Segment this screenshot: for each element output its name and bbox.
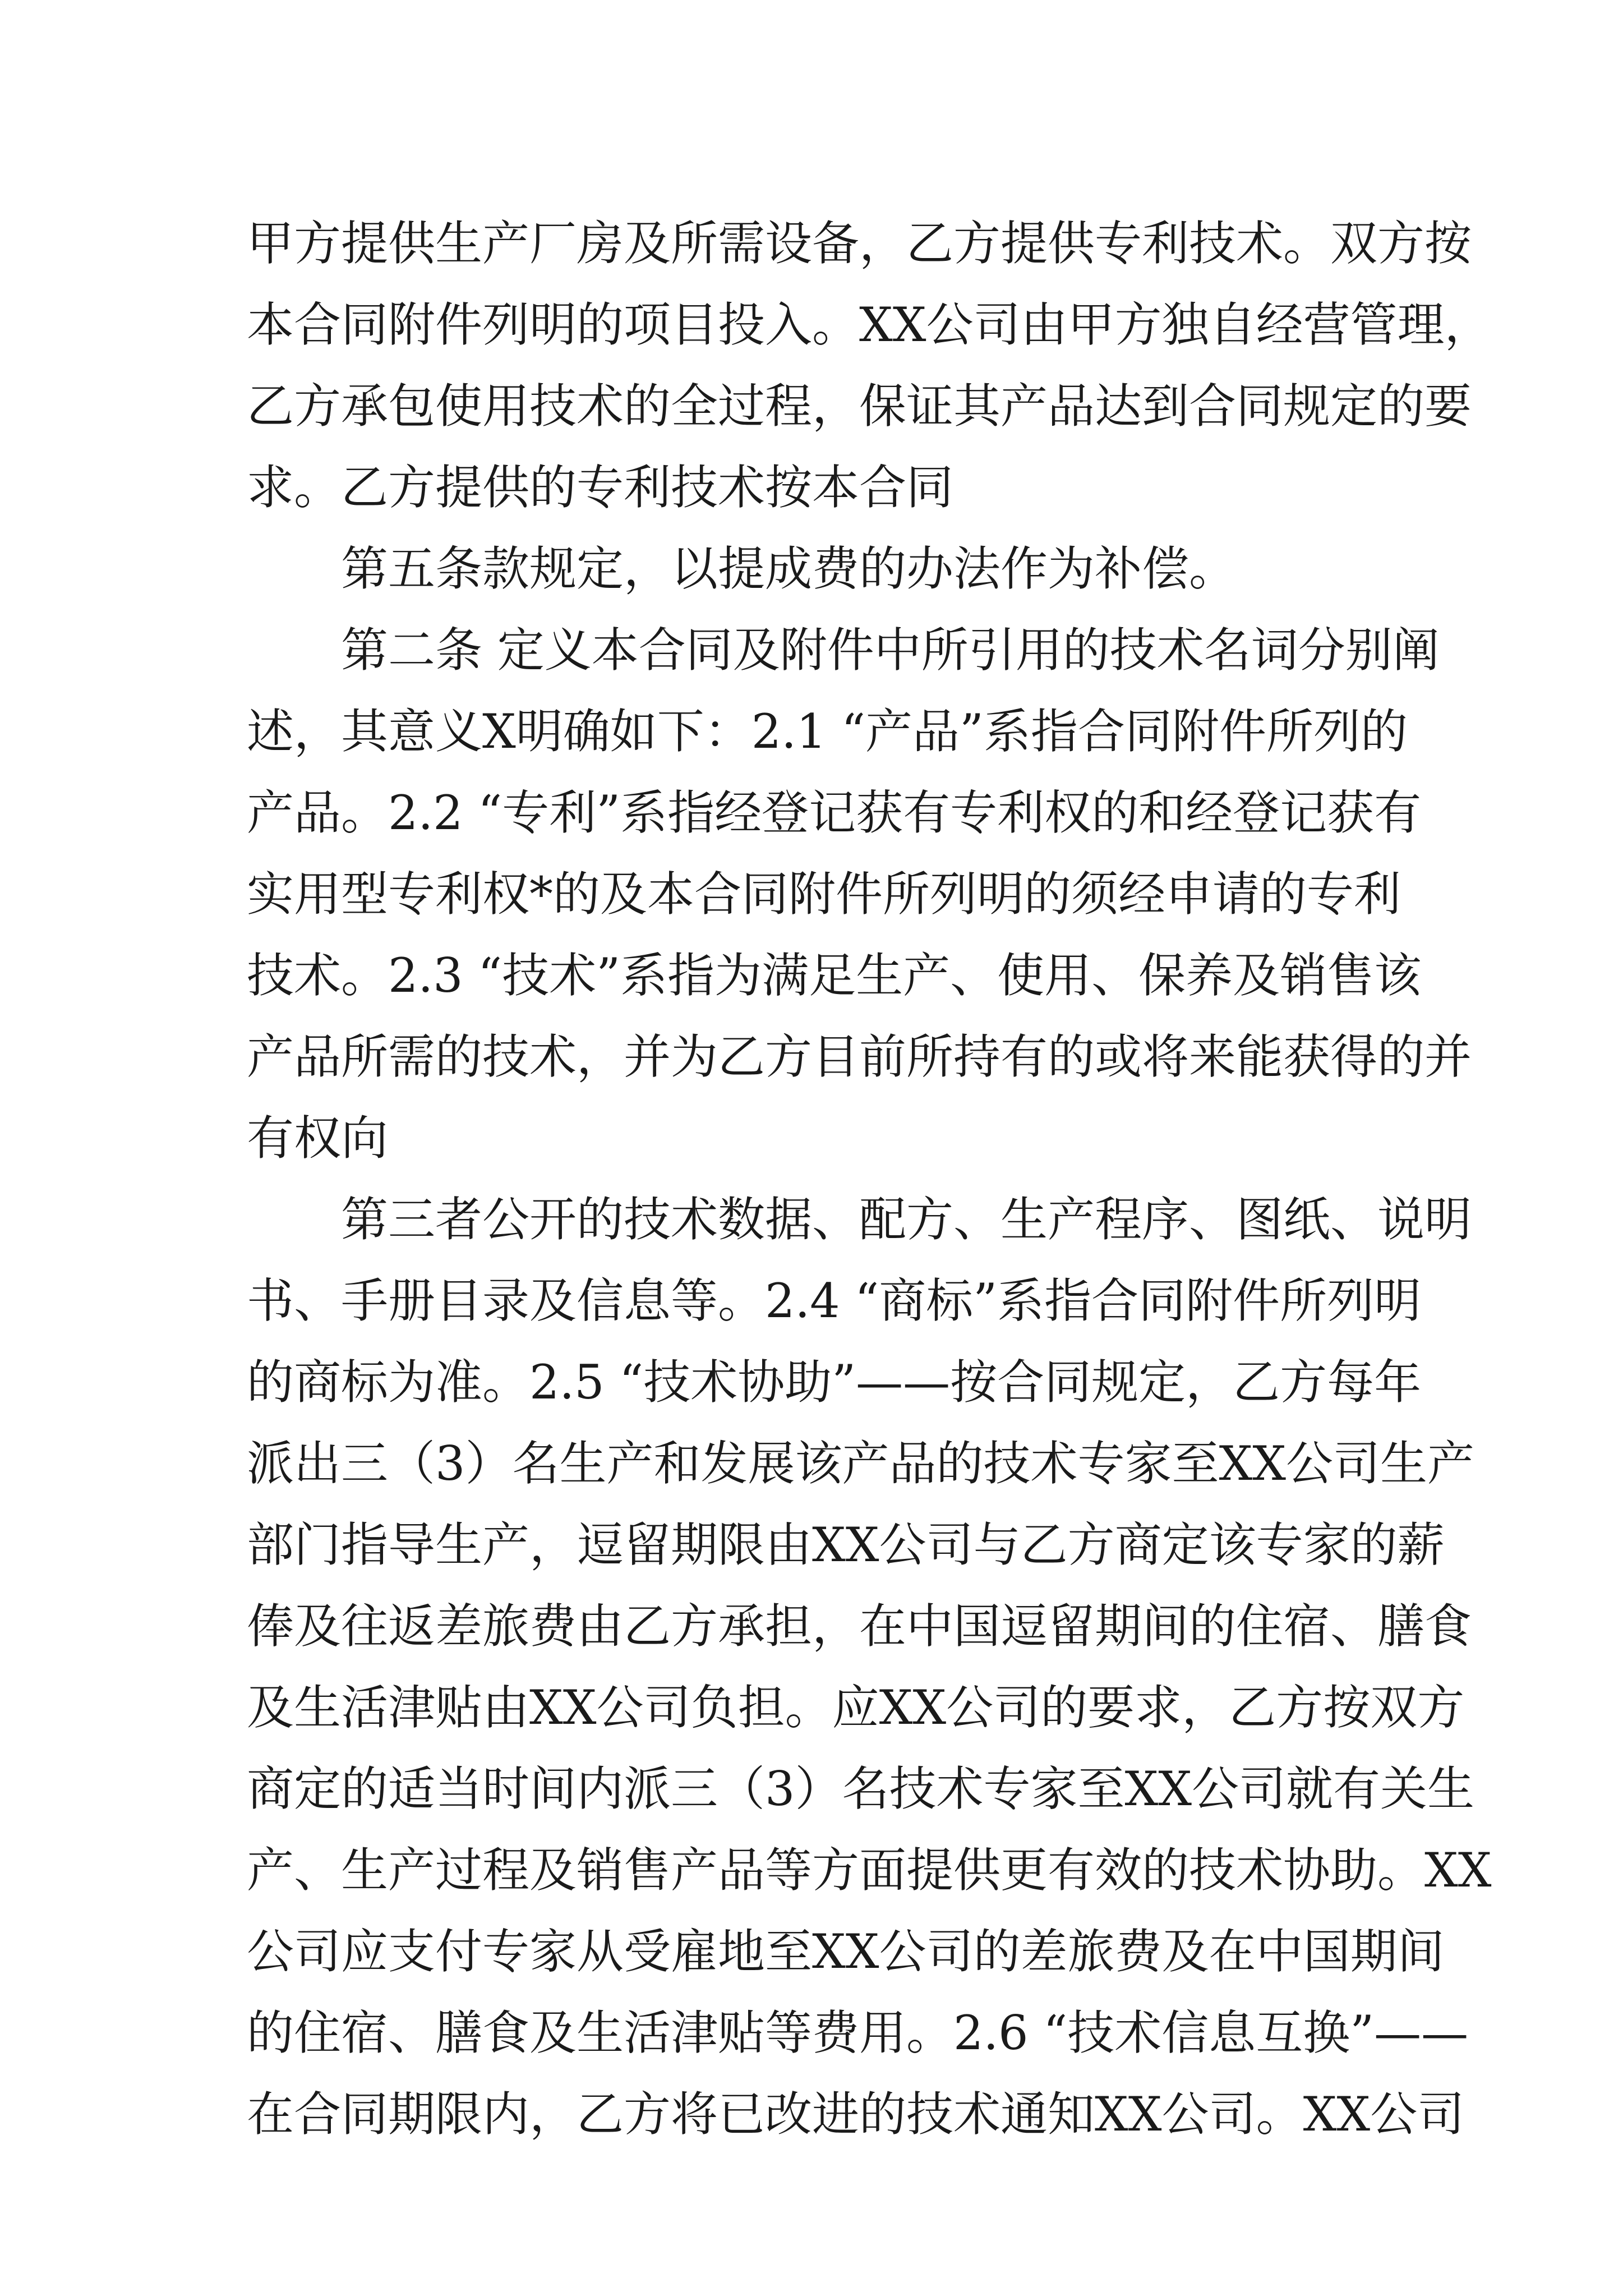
text-line-12: 有权向 (247, 1111, 389, 1166)
text-line-19: 及生活津贴由XX公司负担。应XX公司的要求，乙方按双方 (247, 1680, 1465, 1735)
text-line-18: 俸及往返差旅费由乙方承担，在中国逗留期间的住宿、膳食 (247, 1599, 1472, 1654)
text-line-22: 公司应支付专家从受雇地至XX公司的差旅费及在中国期间 (247, 1924, 1445, 1979)
text-line-9: 实用型专利权*的及本合同附件所列明的须经申请的专利 (247, 867, 1401, 922)
text-line-2: 本合同附件列明的项目投入。XX公司由甲方独自经营管理， (247, 297, 1492, 352)
text-line-20: 商定的适当时间内派三（3）名技术专家至XX公司就有关生 (247, 1761, 1475, 1816)
text-line-1: 甲方提供生产厂房及所需设备，乙方提供专利技术。双方按 (247, 216, 1472, 271)
text-line-7: 述，其意义X明确如下：2.1 “产品”系指合同附件所列的 (247, 704, 1408, 759)
text-line-23: 的住宿、膳食及生活津贴等费用。2.6 “技术信息互换”—— (247, 2005, 1469, 2060)
text-line-10: 技术。2.3 “技术”系指为满足生产、使用、保养及销售该 (247, 948, 1422, 1003)
text-line-5: 第五条款规定，以提成费的办法作为补偿。 (341, 541, 1237, 596)
text-line-21: 产、生产过程及销售产品等方面提供更有效的技术协助。XX (247, 1843, 1492, 1898)
contract-body (247, 203, 1492, 2155)
text-line-14: 书、手册目录及信息等。2.4 “商标”系指合同附件所列明 (247, 1273, 1422, 1328)
text-line-3: 乙方承包使用技术的全过程，保证其产品达到合同规定的要 (247, 379, 1472, 434)
text-line-6: 第二条 定义本合同及附件中所引用的技术名词分别阐 (341, 623, 1440, 678)
text-line-17: 部门指导生产，逗留期限由XX公司与乙方商定该专家的薪 (247, 1517, 1445, 1572)
text-line-11: 产品所需的技术，并为乙方目前所持有的或将来能获得的并 (247, 1029, 1472, 1084)
text-line-13: 第三者公开的技术数据、配方、生产程序、图纸、说明 (341, 1192, 1472, 1247)
text-line-16: 派出三（3）名生产和发展该产品的技术专家至XX公司生产 (247, 1436, 1475, 1491)
text-line-8: 产品。2.2 “专利”系指经登记获有专利权的和经登记获有 (247, 785, 1422, 840)
text-line-15: 的商标为准。2.5 “技术协助”——按合同规定，乙方每年 (247, 1355, 1422, 1410)
text-line-24: 在合同期限内，乙方将已改进的技术通知XX公司。XX公司 (247, 2087, 1465, 2142)
text-line-4: 求。乙方提供的专利技术按本合同 (247, 460, 954, 515)
